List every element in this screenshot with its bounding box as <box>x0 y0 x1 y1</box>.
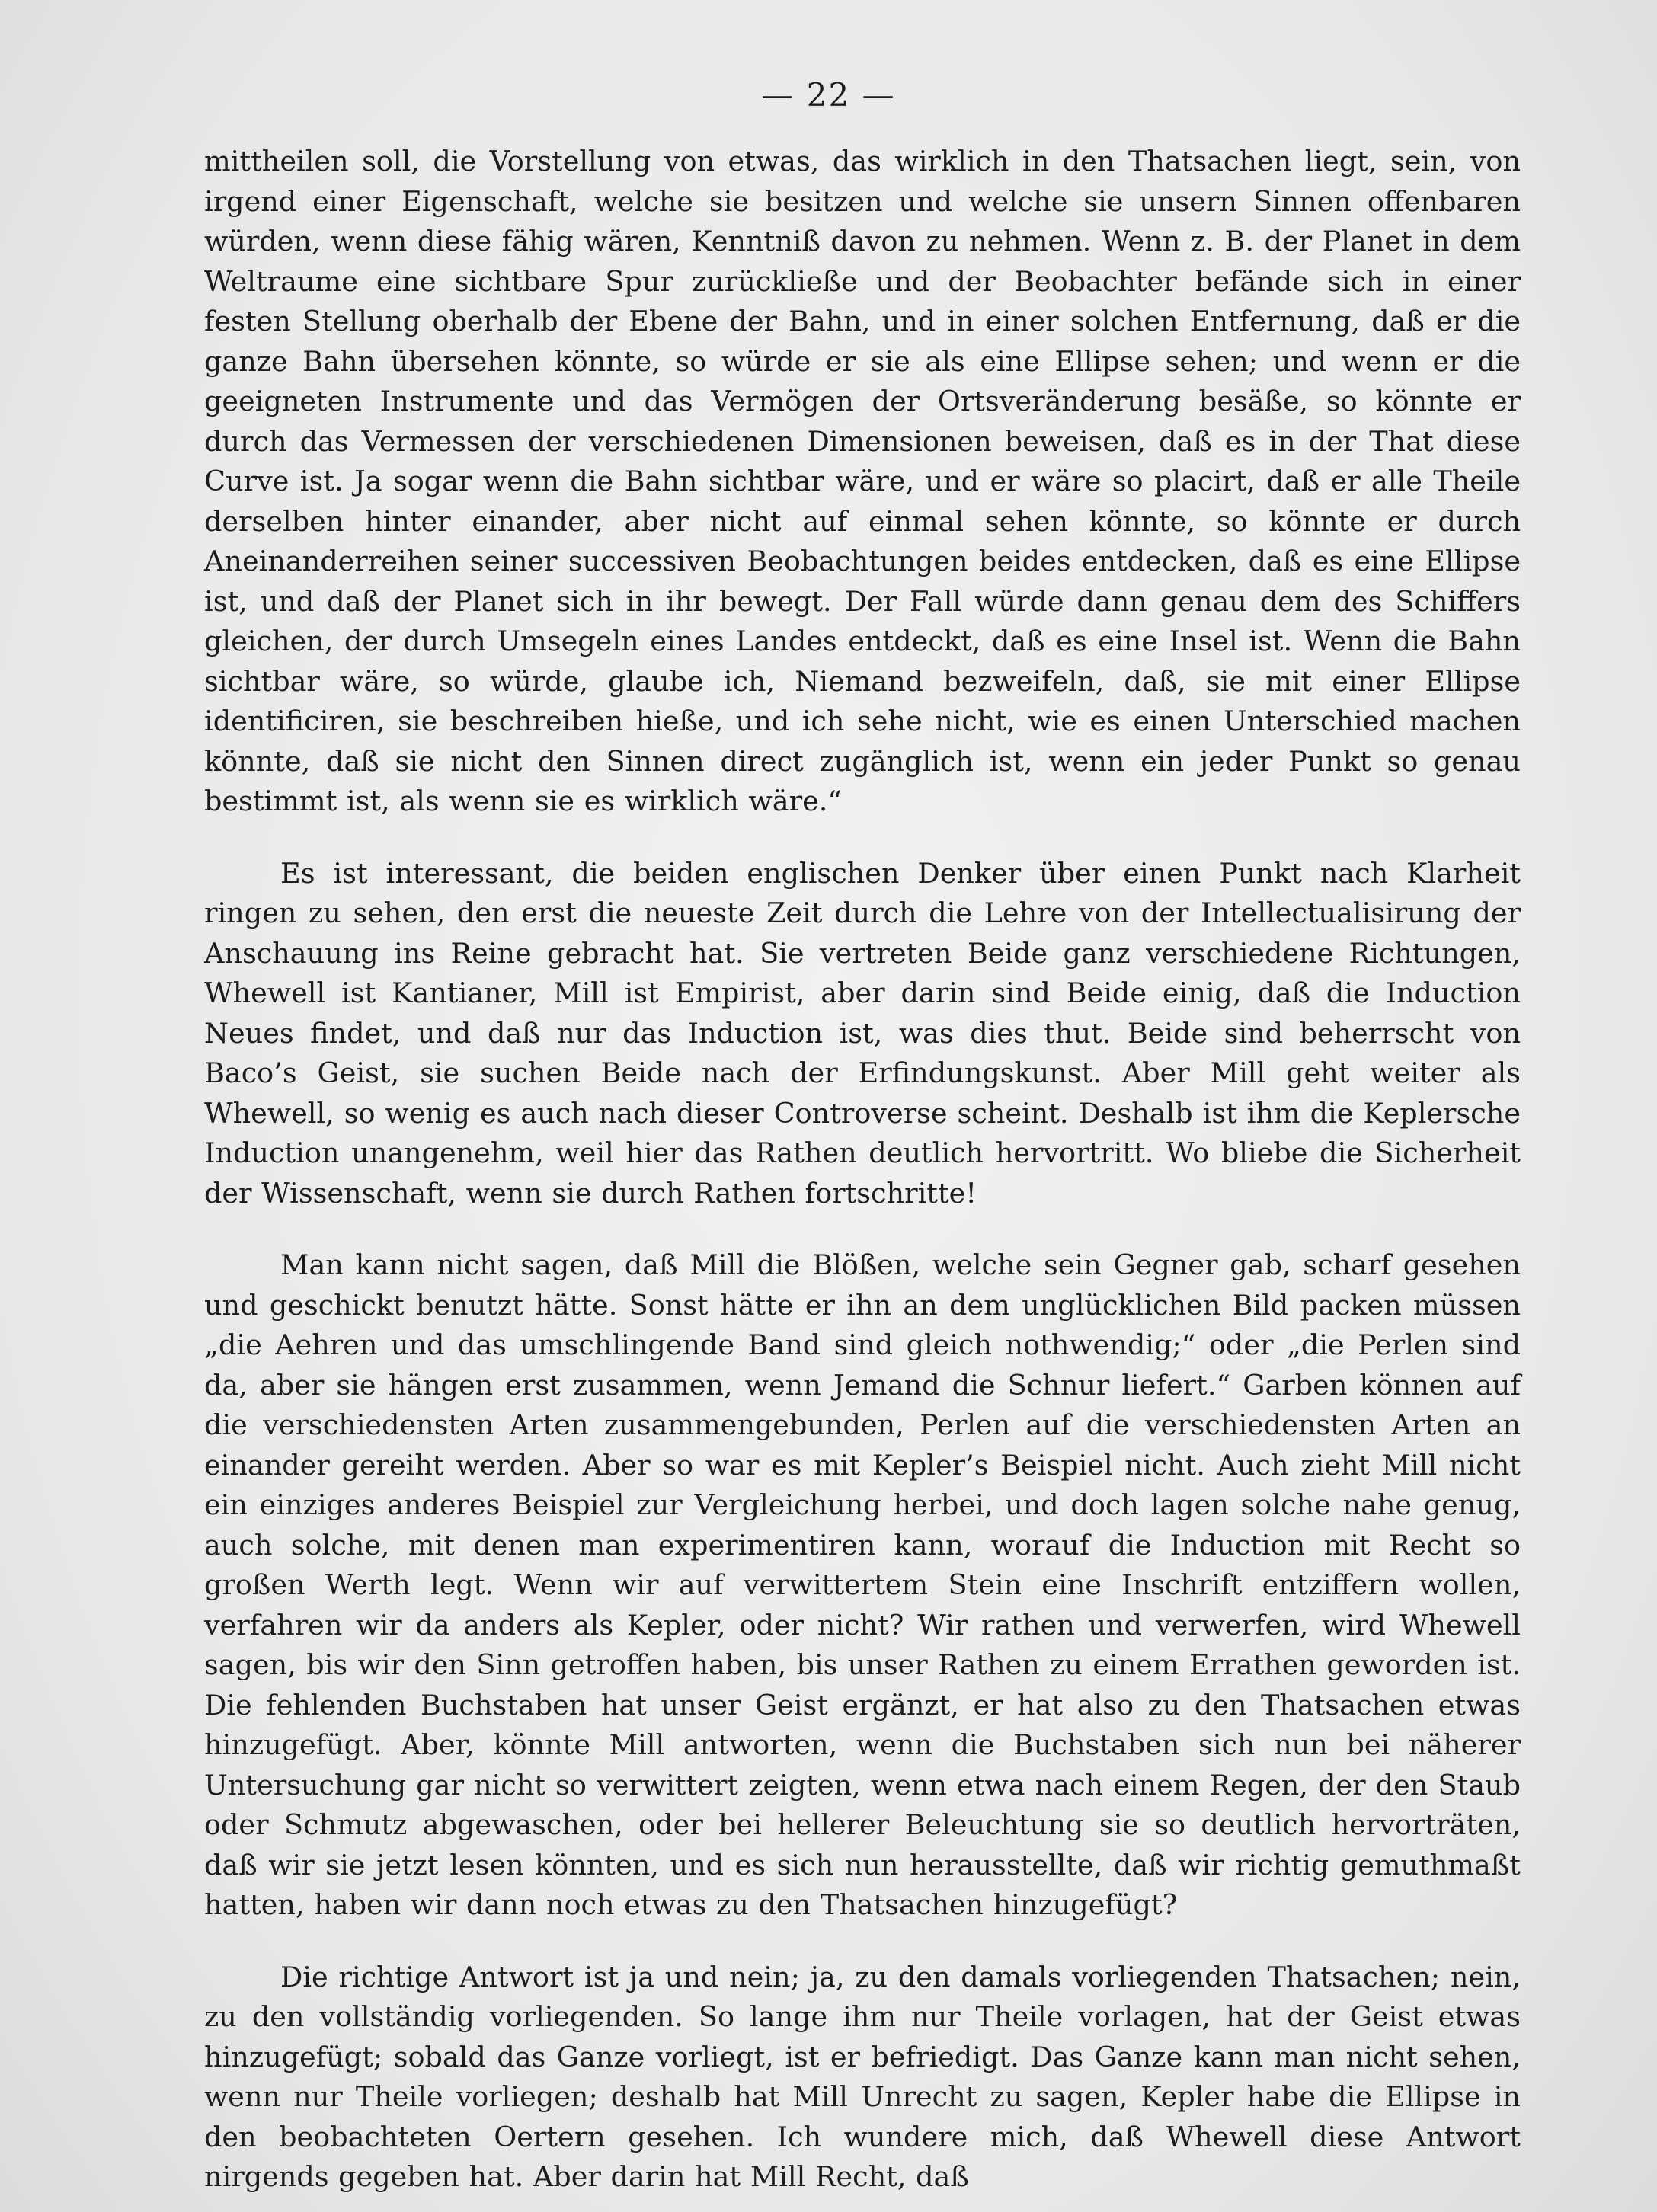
paragraph-continued: mittheilen soll, die Vorstellung von etwas, das wirklich in den Thatsachen liegt, sein, von irgend einer Eigenschaft, welche sie besitzen und welche sie unsern Sinnen offenbaren würden, wenn diese fähig wären, Kenntniß davon zu nehmen. Wenn z. B. der Planet in dem Weltraume eine sichtbare Spur zurückließe und der Beobachter befände sich in einer festen Stellung oberhalb der Ebene der Bahn, und in einer solchen Entfernung, daß er die ganze Bahn übersehen könnte, so würde er sie als eine Ellipse sehen; und wenn er die geeigneten Instrumente und das Vermögen der Ortsveränderung besäße, so könnte er durch das Vermessen der verschiedenen Dimensionen beweisen, daß es in der That diese Curve ist. Ja sogar wenn die Bahn sichtbar wäre, und er wäre so placirt, daß er alle Theile derselben hinter einander, aber nicht auf einmal sehen könnte, so könnte er durch Aneinanderreihen seiner successiven Beobachtungen beides entdecken, daß es eine Ellipse ist, und daß der Planet sich in ihr bewegt. Der Fall würde dann genau dem des Schiffers gleichen, der durch Umsegeln eines Landes entdeckt, daß es eine Insel ist. Wenn die Bahn sichtbar wäre, so würde, glaube ich, Niemand bezweifeln, daß, sie mit einer Ellipse identificiren, sie beschreiben hieße, und ich sehe nicht, wie es einen Unterschied machen könnte, daß sie nicht den Sinnen direct zugänglich ist, wenn ein jeder Punkt so genau bestimmt ist, als wenn sie es wirklich wäre.“ <box>204 145 1521 817</box>
body-text <box>204 142 1521 2198</box>
paragraph: Man kann nicht sagen, daß Mill die Blößen, welche sein Gegner gab, scharf gesehen und geschickt benutzt hätte. Sonst hätte er ihn an dem unglücklichen Bild packen müssen „die Aehren und das umschlingende Band sind gleich nothwendig;“ oder „die Perlen sind da, aber sie hängen erst zusammen, wenn Jemand die Schnur liefert.“ Garben können auf die verschiedensten Arten zusammengebunden, Perlen auf die verschiedensten Arten an einander gereiht werden. Aber so war es mit Kepler’s Beispiel nicht. Auch zieht Mill nicht ein einziges anderes Beispiel zur Vergleichung herbei, und doch lagen solche nahe genug, auch solche, mit denen man experimentiren kann, worauf die Induction mit Recht so großen Werth legt. Wenn wir auf verwittertem Stein eine Inschrift entziffern wollen, verfahren wir da anders als Kepler, oder nicht? Wir rathen und verwerfen, wird Whewell sagen, bis wir den Sinn getroffen haben, bis unser Rathen zu einem Errathen geworden ist. Die fehlenden Buchstaben hat unser Geist ergänzt, er hat also zu den Thatsachen etwas hinzugefügt. Aber, könnte Mill antworten, wenn die Buchstaben sich nun bei näherer Untersuchung gar nicht so verwittert zeigten, wenn etwa nach einem Regen, der den Staub oder Schmutz abgewaschen, oder bei hellerer Beleuchtung sie so deutlich hervorträten, daß wir sie jetzt lesen könnten, und es sich nun herausstellte, daß wir richtig gemuthmaßt hatten, haben wir dann noch etwas zu den Thatsachen hinzugefügt? <box>204 1248 1521 1921</box>
page-number: — 22 — <box>761 76 896 113</box>
paragraph: Die richtige Antwort ist ja und nein; ja, zu den damals vorliegenden Thatsachen; nein, zu den vollständig vorliegenden. So lange ihm nur Theile vorlagen, hat der Geist etwas hinzugefügt; sobald das Ganze vorliegt, ist er befriedigt. Das Ganze kann man nicht sehen, wenn nur Theile vorliegen; deshalb hat Mill Unrecht zu sagen, Kepler habe die Ellipse in den beobachteten Oertern gesehen. Ich wundere mich, daß Whewell diese Antwort nirgends gegeben hat. Aber darin hat Mill Recht, daß <box>204 1960 1521 2193</box>
paragraph: Es ist interessant, die beiden englischen Denker über einen Punkt nach Klarheit ringen zu sehen, den erst die neueste Zeit durch die Lehre von der Intellectualisirung der Anschauung ins Reine gebracht hat. Sie vertreten Beide ganz verschiedene Richtungen, Whewell ist Kantianer, Mill ist Empirist, aber darin sind Beide einig, daß die Induction Neues findet, und daß nur das Induction ist, was dies thut. Beide sind beherrscht von Baco’s Geist, sie suchen Beide nach der Erfindungskunst. Aber Mill geht weiter als Whewell, so wenig es auch nach dieser Controverse scheint. Deshalb ist ihm die Keplersche Induction unangenehm, weil hier das Rathen deutlich hervortritt. Wo bliebe die Sicherheit der Wissenschaft, wenn sie durch Rathen fortschritte! <box>204 856 1521 1210</box>
